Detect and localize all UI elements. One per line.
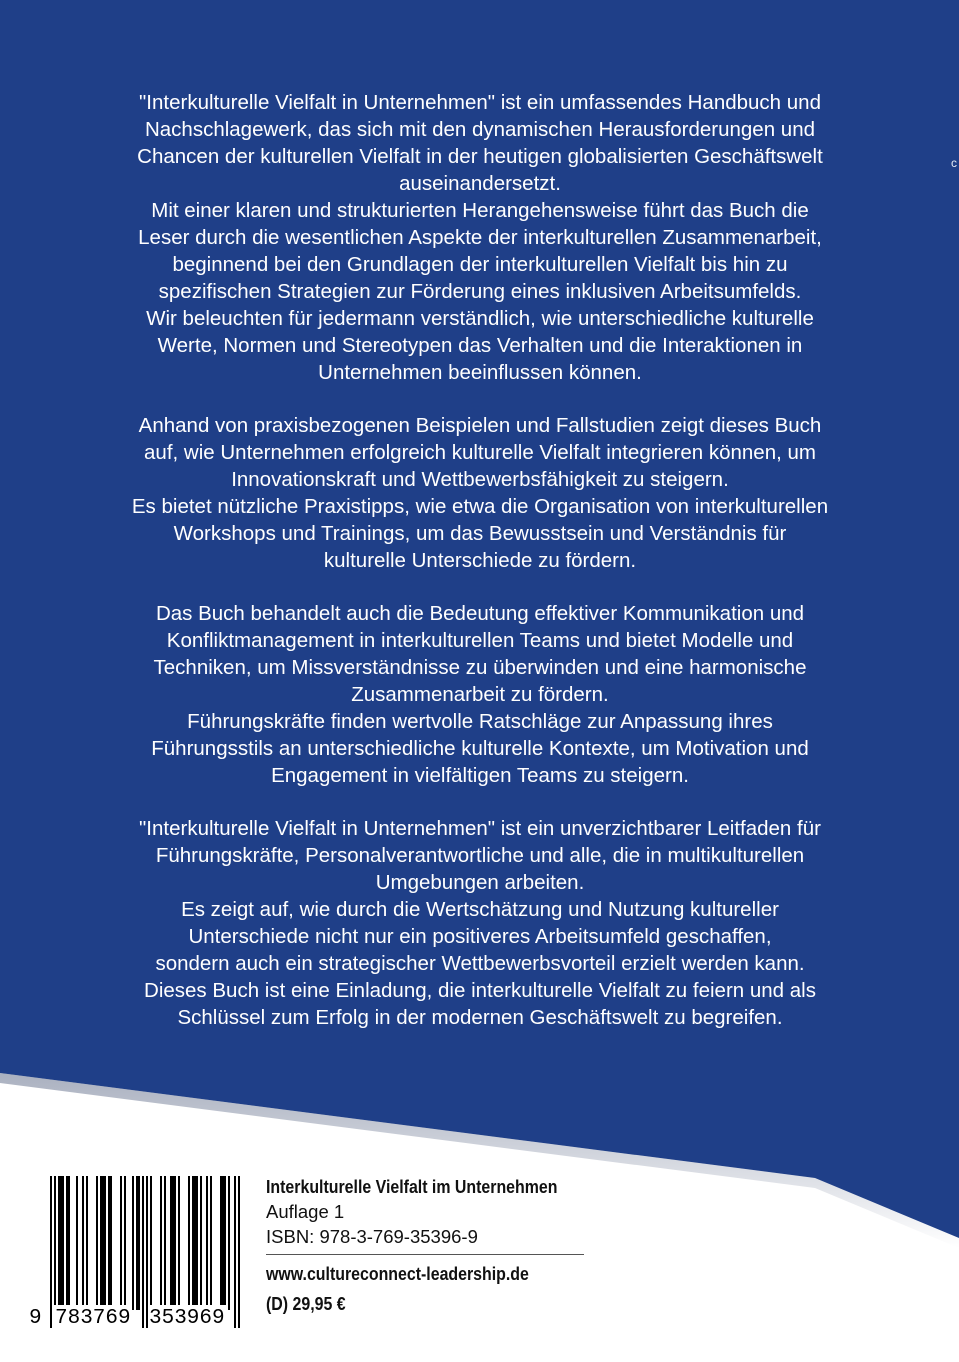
barcode-bar bbox=[132, 1176, 134, 1310]
book-isbn: ISBN: 978-3-769-35396-9 bbox=[266, 1226, 478, 1247]
barcode-bar bbox=[136, 1176, 138, 1310]
barcode-bar bbox=[124, 1176, 126, 1310]
book-info bbox=[266, 1174, 596, 1316]
barcode-bar bbox=[60, 1176, 62, 1310]
barcode-bar bbox=[220, 1176, 222, 1310]
blurb-line: Mit einer klaren und strukturierten Herangehensweise führt das Buch die bbox=[151, 199, 809, 222]
barcode-bar bbox=[170, 1176, 172, 1310]
blurb-line: Anhand von praxisbezogenen Beispielen und Fallstudien zeigt dieses Buch bbox=[138, 414, 822, 437]
blurb-line: Leser durch die wesentlichen Aspekte der interkulturellen Zusammenarbeit, bbox=[138, 226, 822, 249]
barcode-bar bbox=[174, 1176, 176, 1310]
blurb-line: Wir beleuchten für jedermann verständlich, wie unterschiedliche kulturelle bbox=[146, 307, 814, 330]
blurb-line: Werte, Normen und Stereotypen das Verhalten und die Interaktionen in bbox=[157, 334, 803, 357]
barcode-digits-right: 353969 bbox=[148, 1305, 226, 1333]
blurb-line: kulturelle Unterschiede zu fördern. bbox=[323, 549, 637, 572]
blurb-line: Schlüssel zum Erfolg in der modernen Geschäftswelt zu begreifen. bbox=[177, 1006, 783, 1029]
barcode-bar bbox=[196, 1176, 198, 1310]
barcode-digit-prefix: 9 bbox=[28, 1305, 43, 1333]
barcode-bar bbox=[120, 1176, 122, 1310]
barcode-bar bbox=[228, 1176, 230, 1310]
barcode-bar bbox=[86, 1176, 88, 1310]
barcode-bar bbox=[108, 1176, 110, 1310]
barcode-bar bbox=[82, 1176, 84, 1310]
blurb-line: "Interkulturelle Vielfalt in Unternehmen" ist ein unverzichtbarer Leitfaden für bbox=[139, 817, 821, 840]
barcode-digits bbox=[28, 1305, 240, 1333]
barcode-digits-left: 783769 bbox=[54, 1305, 132, 1333]
barcode-bar bbox=[224, 1176, 226, 1310]
blurb-line: Innovationskraft und Wettbewerbsfähigkeit zu steigern. bbox=[231, 468, 729, 491]
blurb-line: Es zeigt auf, wie durch die Wertschätzung und Nutzung kultureller bbox=[181, 898, 779, 921]
barcode-bar bbox=[222, 1176, 224, 1310]
barcode-bar bbox=[210, 1176, 212, 1310]
publisher-website[interactable]: www.cultureconnect-leadership.de bbox=[266, 1263, 529, 1284]
barcode-bar bbox=[138, 1176, 140, 1310]
blurb-line: auseinandersetzt. bbox=[399, 172, 561, 195]
barcode-bar bbox=[188, 1176, 190, 1310]
blurb-line: Unternehmen beeinflussen können. bbox=[318, 361, 642, 384]
barcode-bar bbox=[192, 1176, 194, 1310]
blurb-line: Dieses Buch ist eine Einladung, die interkulturelle Vielfalt zu feiern und als bbox=[144, 979, 816, 1002]
info-divider bbox=[266, 1254, 584, 1255]
blurb-line: Umgebungen arbeiten. bbox=[375, 871, 585, 894]
book-price: (D) 29,95 € bbox=[266, 1293, 346, 1314]
blurb-line: Engagement in vielfältigen Teams zu steigern. bbox=[271, 764, 689, 787]
blurb-line: auf, wie Unternehmen erfolgreich kulturelle Vielfalt integrieren können, um bbox=[144, 441, 816, 464]
blurb-line: beginnend bei den Grundlagen der interkulturellen Vielfalt bis hin zu bbox=[172, 253, 788, 276]
blurb-line: Führungsstils an unterschiedliche kulturelle Kontexte, um Motivation und bbox=[151, 737, 809, 760]
blurb-line: Techniken, um Missverständnisse zu überwinden und eine harmonische bbox=[153, 656, 807, 679]
barcode-bar bbox=[178, 1176, 180, 1310]
blurb-line: "Interkulturelle Vielfalt in Unternehmen" ist ein umfassendes Handbuch und bbox=[139, 91, 821, 114]
blurb-line: sondern auch ein strategischer Wettbewerbsvorteil erzielt werden kann. bbox=[155, 952, 805, 975]
blurb-line: Es bietet nützliche Praxistipps, wie etwa die Organisation von interkulturellen bbox=[131, 495, 829, 518]
barcode-bar bbox=[62, 1176, 64, 1310]
blurb-line: Zusammenarbeit zu fördern. bbox=[351, 683, 609, 706]
barcode-bar bbox=[58, 1176, 60, 1310]
barcode-bar bbox=[96, 1176, 98, 1310]
barcode-bar bbox=[104, 1176, 106, 1310]
barcode-bar bbox=[66, 1176, 68, 1310]
barcode-bar bbox=[150, 1176, 152, 1310]
blurb-line: Workshops und Trainings, um das Bewusstsein und Verständnis für bbox=[173, 522, 787, 545]
barcode-bar bbox=[110, 1176, 112, 1310]
blurb-line: Führungskräfte finden wertvolle Ratschläge zur Anpassung ihres bbox=[187, 710, 773, 733]
edge-mark: c bbox=[951, 156, 957, 170]
barcode-bar bbox=[164, 1176, 166, 1310]
blurb-line: Chancen der kulturellen Vielfalt in der heutigen globalisierten Geschäftswelt bbox=[137, 145, 823, 168]
blurb-line: Konfliktmanagement in interkulturellen Teams und bietet Modelle und bbox=[166, 629, 794, 652]
barcode-bar bbox=[206, 1176, 208, 1310]
paragraph-gap bbox=[40, 574, 920, 600]
paragraph-gap bbox=[40, 386, 920, 412]
blurb-line: Nachschlagewerk, das sich mit den dynamischen Herausforderungen und bbox=[144, 118, 816, 141]
barcode-bar bbox=[76, 1176, 78, 1310]
blurb-line: Führungskräfte, Personalverantwortliche und alle, die in multikulturellen bbox=[155, 844, 805, 867]
barcode-bar bbox=[194, 1176, 196, 1310]
barcode-bar bbox=[172, 1176, 174, 1310]
barcode-bar bbox=[68, 1176, 70, 1310]
barcode-bar bbox=[160, 1176, 162, 1310]
barcode-bar bbox=[100, 1176, 102, 1310]
barcode-bar bbox=[200, 1176, 202, 1310]
barcode-bar bbox=[102, 1176, 104, 1310]
isbn-barcode bbox=[28, 1172, 240, 1362]
blurb-line: Das Buch behandelt auch die Bedeutung effektiver Kommunikation und bbox=[155, 602, 805, 625]
back-cover-blurb bbox=[40, 89, 920, 1031]
book-edition: Auflage 1 bbox=[266, 1201, 345, 1222]
paragraph-gap bbox=[40, 789, 920, 815]
blurb-line: Unterschiede nicht nur ein positiveres Arbeitsumfeld geschaffen, bbox=[188, 925, 772, 948]
book-title: Interkulturelle Vielfalt im Unternehmen bbox=[266, 1176, 558, 1197]
blurb-line: spezifischen Strategien zur Förderung eines inklusiven Arbeitsumfelds. bbox=[158, 280, 802, 303]
